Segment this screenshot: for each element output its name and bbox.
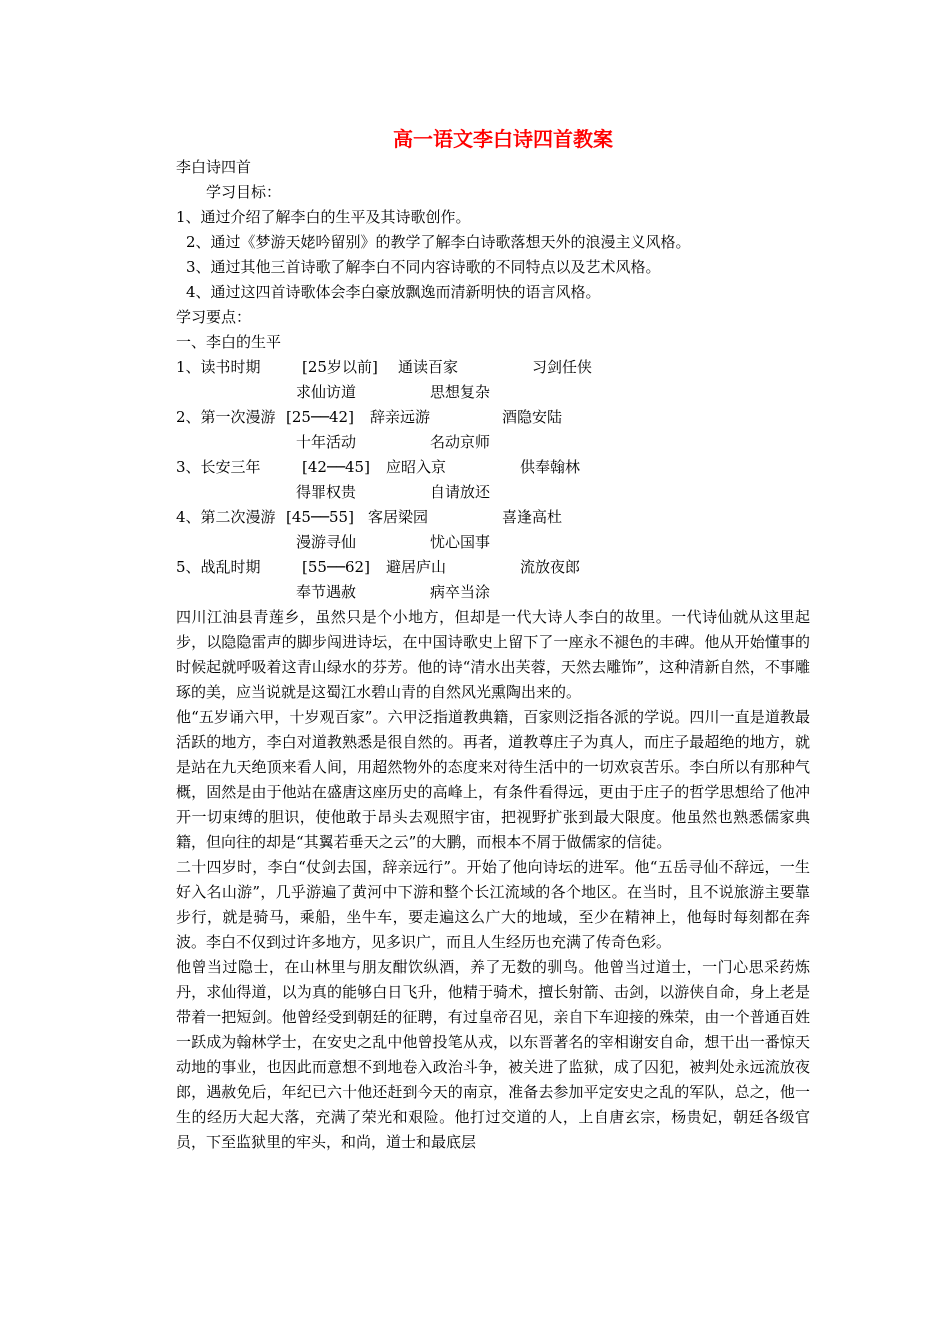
- timeline-event: 客居梁园: [368, 508, 429, 526]
- timeline-event: 流放夜郎: [520, 558, 581, 576]
- timeline-years: [25岁以前]: [302, 358, 378, 376]
- timeline-row: [176, 355, 810, 380]
- body-paragraph: 他“五岁诵六甲，十岁观百家”。六甲泛指道教典籍，百家则泛指各派的学说。四川一直是道教最活跃的地方，李白对道教熟悉是很自然的。再者，道教尊庄子为真人，而庄子最超绝的地方，就是站在九天绝顶来看人间，用超然物外的态度来对待生活中的一切欢哀苦乐。李白所以有那种气概，固然是由于他站在盛唐这座历史的高峰上，有条件看得远，更由于庄子的哲学思想给了他冲开一切束缚的胆识，使他敢于昂头去观照宇宙，把视野扩张到最大限度。他虽然也熟悉儒家典籍，但向往的却是“其翼若垂天之云”的大鹏，而根本不屑于做儒家的信徒。: [176, 708, 810, 851]
- timeline-period: 5、战乱时期: [176, 558, 261, 576]
- timeline-period: 2、第一次漫游: [176, 408, 276, 426]
- objectives-heading: 学习目标：: [206, 183, 282, 201]
- objective-item: 1、通过介绍了解李白的生平及其诗歌创作。: [176, 208, 471, 226]
- timeline-event: 喜逢高杜: [502, 508, 563, 526]
- timeline-row: [176, 480, 810, 505]
- timeline-row: [176, 530, 810, 555]
- timeline-row: [176, 380, 810, 405]
- body-paragraph: 他曾当过隐士，在山林里与朋友酣饮纵酒，养了无数的驯鸟。他曾当过道士，一门心思采药炼丹，求仙得道，以为真的能够白日飞升，他精于骑术，擅长射箭、击剑，以游侠自命，身上老是带着一把短剑。他曾经受到朝廷的征聘，有过皇帝召见，亲自下车迎接的殊荣，由一个普通百姓一跃成为翰林学士，在安史之乱中他曾投笔从戎，以东晋著名的宰相谢安自命，想干出一番惊天动地的事业，也因此而意想不到地卷入政治斗争，被关进了监狱，成了囚犯，被判处永远流放夜郎，遇赦免后，年纪已六十他还赶到今天的南京，准备去参加平定安史之乱的军队，总之，他一生的经历大起大落，充满了荣光和艰险。他打过交道的人，上自唐玄宗，杨贵妃，朝廷各级官员，下至监狱里的牢头，和尚，道士和最底层: [176, 958, 810, 1151]
- timeline-event: 求仙访道: [296, 383, 357, 401]
- timeline-years: [42──45]: [302, 458, 370, 476]
- document-title: 高一语文李白诗四首教案: [393, 127, 613, 151]
- timeline-event: 酒隐安陆: [502, 408, 563, 426]
- timeline-years: [55──62]: [302, 558, 370, 576]
- timeline-event: 习剑任侠: [532, 358, 593, 376]
- timeline-row: [176, 455, 810, 480]
- timeline-years: [25──42]: [286, 408, 354, 426]
- timeline-row: [176, 505, 810, 530]
- timeline-event: 自请放还: [430, 483, 491, 501]
- timeline-event: 应昭入京: [386, 458, 447, 476]
- timeline-years: [45──55]: [286, 508, 354, 526]
- timeline-event: 得罪权贵: [296, 483, 357, 501]
- timeline-row: [176, 405, 810, 430]
- lesson-subtitle: 李白诗四首: [176, 158, 252, 176]
- timeline-event: 漫游寻仙: [296, 533, 357, 551]
- objective-item: 2、通过《梦游天姥吟留别》的教学了解李白诗歌落想天外的浪漫主义风格。: [186, 233, 691, 251]
- timeline-event: 奉节遇赦: [296, 583, 357, 601]
- timeline-period: 4、第二次漫游: [176, 508, 276, 526]
- key-points-heading: 学习要点：: [176, 308, 252, 326]
- timeline-event: 病卒当涂: [430, 583, 491, 601]
- body-paragraph: 四川江油县青莲乡，虽然只是个小地方，但却是一代大诗人李白的故里。一代诗仙就从这里起步，以隐隐雷声的脚步闯进诗坛，在中国诗歌史上留下了一座永不褪色的丰碑。他从开始懂事的时候起就呼吸着这青山绿水的芬芳。他的诗“清水出芙蓉，天然去雕饰”，这种清新自然，不事雕琢的美，应当说就是这蜀江水碧山青的自然风光熏陶出来的。: [176, 608, 810, 701]
- timeline-event: 通读百家: [398, 358, 459, 376]
- timeline-event: 十年活动: [296, 433, 357, 451]
- timeline-event: 避居庐山: [386, 558, 447, 576]
- objective-item: 3、通过其他三首诗歌了解李白不同内容诗歌的不同特点以及艺术风格。: [186, 258, 661, 276]
- document-body: [176, 124, 810, 1155]
- objective-item: 4、通过这四首诗歌体会李白豪放飘逸而清新明快的语言风格。: [186, 283, 601, 301]
- timeline-event: 供奉翰林: [520, 458, 581, 476]
- timeline: [176, 355, 810, 605]
- timeline-period: 3、长安三年: [176, 458, 261, 476]
- body-paragraph: 二十四岁时，李白“仗剑去国，辞亲远行”。开始了他向诗坛的进军。他“五岳寻仙不辞远，一生好入名山游”，几乎游遍了黄河中下游和整个长江流域的各个地区。在当时，且不说旅游主要靠步行，就是骑马，乘船，坐牛车，要走遍这么广大的地域，至少在精神上，他每时每刻都在奔波。李白不仅到过许多地方，见多识广，而且人生经历也充满了传奇色彩。: [176, 858, 810, 951]
- timeline-row: [176, 430, 810, 455]
- timeline-period: 1、读书时期: [176, 358, 261, 376]
- timeline-event: 辞亲远游: [370, 408, 431, 426]
- timeline-row: [176, 555, 810, 580]
- timeline-event: 思想复杂: [430, 383, 491, 401]
- timeline-event: 忧心国事: [430, 533, 491, 551]
- section-heading: 一、李白的生平: [176, 333, 282, 351]
- timeline-event: 名动京师: [430, 433, 491, 451]
- timeline-row: [176, 580, 810, 605]
